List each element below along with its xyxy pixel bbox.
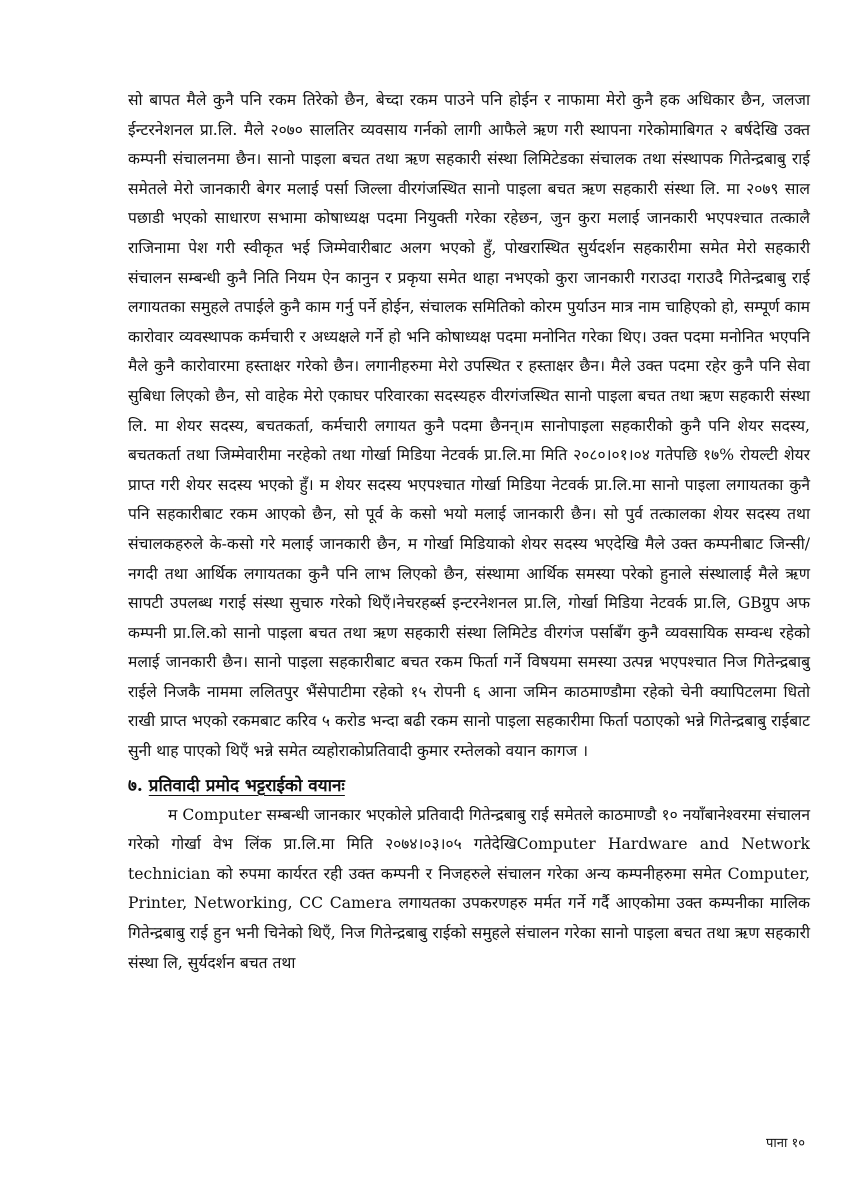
section-number: ७. bbox=[128, 775, 143, 796]
section-heading bbox=[128, 771, 810, 801]
page-number: पाना १० bbox=[766, 1136, 805, 1151]
section-title: प्रतिवादी प्रमोद भट्टराईको वयानः bbox=[148, 775, 345, 796]
document-page bbox=[128, 86, 810, 978]
statement-paragraph-2: म Computer सम्बन्धी जानकार भएकोले प्रतिवादी गितेन्द्रबाबु राई समेतले काठमाण्डौ १० नयाँबानेश्वरमा संचालन गरेको गोर्खा वेभ लिंक प्रा.लि.मा मिति २०७४।०३।०५ गतेदेखिComputer Hardware and Network technician को रुपमा कार्यरत रही उक्त कम्पनी र निजहरुले संचालन गरेका अन्य कम्पनीहरुमा समेत Computer, Printer, Networking, CC Camera लगायतका उपकरणहरु मर्मत गर्ने गर्दै आएकोमा उक्त कम्पनीका मालिक गितेन्द्रबाबु राई हुन भनी चिनेको थिएँ, निज गितेन्द्रबाबु राईको समुहले संचालन गरेका सानो पाइला बचत तथा ऋण सहकारी संस्था लि, सुर्यदर्शन बचत तथा bbox=[128, 805, 810, 972]
statement-paragraph: सो बापत मैले कुनै पनि रकम तिरेको छैन, बेच्दा रकम पाउने पनि होईन र नाफामा मेरो कुनै हक अधिकार छैन, जलजा ईन्टरनेशनल प्रा.लि. मैले २०७० सालतिर व्यवसाय गर्नको लागी आफैले ऋण गरी स्थापना गरेकोमाबिगत २ बर्षदेखि उक्त कम्पनी संचालनमा छैन। सानो पाइला बचत तथा ऋण सहकारी संस्था लिमिटेडका संचालक तथा संस्थापक गितेन्द्रबाबु राई समेतले मेरो जानकारी बेगर मलाई पर्सा जिल्ला वीरगंजस्थित सानो पाइला बचत ऋण सहकारी संस्था लि. मा २०७९ साल पछाडी भएको साधारण सभामा कोषाध्यक्ष पदमा नियुक्ती गरेका रहेछन, जुन कुरा मलाई जानकारी भएपश्चात तत्कालै राजिनामा पेश गरी स्वीकृत भई जिम्मेवारीबाट अलग भएको हुँ, पोखरास्थित सुर्यदर्शन सहकारीमा समेत मेरो सहकारी संचालन सम्बन्धी कुनै निति नियम ऐन कानुन र प्रकृया समेत थाहा नभएको कुरा जानकारी गराउदा गराउदै गितेन्द्रबाबु राई लगायतका समुहले तपाईले कुनै काम गर्नु पर्ने होईन, संचालक समितिको कोरम पुर्याउन मात्र नाम चाहिएको हो, सम्पूर्ण काम कारोवार व्यवस्थापक कर्मचारी र अध्यक्षले गर्ने हो भनि कोषाध्यक्ष पदमा मनोनित गरेका थिए। उक्त पदमा मनोनित भएपनि मैले कुनै कारोवारमा हस्ताक्षर गरेको छैन। लगानीहरुमा मेरो उपस्थित र हस्ताक्षर छैन। मैले उक्त पदमा रहेर कुनै पनि सेवा सुबिधा लिएको छैन, सो वाहेक मेरो एकाघर परिवारका सदस्यहरु वीरगंजस्थित सानो पाइला बचत तथा ऋण सहकारी संस्था लि. मा शेयर सदस्य, बचतकर्ता, कर्मचारी लगायत कुनै पदमा छैनन्।म सानोपाइला सहकारीको कुनै पनि शेयर सदस्य, बचतकर्ता तथा जिम्मेवारीमा नरहेको तथा गोर्खा मिडिया नेटवर्क प्रा.लि.मा मिति २०८०।०१।०४ गतेपछि १७% रोयल्टी शेयर प्राप्त गरी शेयर सदस्य भएको हुँ। म शेयर सदस्य भएपश्चात गोर्खा मिडिया नेटवर्क प्रा.लि.मा सानो पाइला लगायतका कुनै पनि सहकारीबाट रकम आएको छैन, सो पूर्व के कसो भयो मलाई जानकारी छैन। सो पुर्व तत्कालका शेयर सदस्य तथा संचालकहरुले के-कसो गरे मलाई जानकारी छैन, म गोर्खा मिडियाको शेयर सदस्य भएदेखि मैले उक्त कम्पनीबाट जिन्सी/नगदी तथा आर्थिक लगायतका कुनै पनि लाभ लिएको छैन, संस्थामा आर्थिक समस्या परेको हुनाले संस्थालाई मैले ऋण सापटी उपलब्ध गराई संस्था सुचारु गरेको थिएँ।नेचरहर्ब्स इन्टरनेशनल प्रा.लि, गोर्खा मिडिया नेटवर्क प्रा.लि, GBग्रुप अफ कम्पनी प्रा.लि.को सानो पाइला बचत तथा ऋण सहकारी संस्था लिमिटेड वीरगंज पर्साबँग कुनै व्यवसायिक सम्वन्ध रहेको मलाई जानकारी छैन। सानो पाइला सहकारीबाट बचत रकम फिर्ता गर्ने विषयमा समस्या उत्पन्न भएपश्चात निज गितेन्द्रबाबु राईले निजकै नाममा ललितपुर भैंसेपाटीमा रहेको १५ रोपनी ६ आना जमिन काठमाण्डौमा रहेको चेनी क्यापिटलमा धितो राखी प्राप्त भएको रकमबाट करिव ५ करोड भन्दा बढी रकम सानो पाइला सहकारीमा फिर्ता पठाएको भन्ने गितेन्द्रबाबु राईबाट सुनी थाह पाएको थिएँ भन्ने समेत व्यहोराकोप्रतिवादी कुमार रम्तेलको वयान कागज । bbox=[128, 91, 810, 761]
